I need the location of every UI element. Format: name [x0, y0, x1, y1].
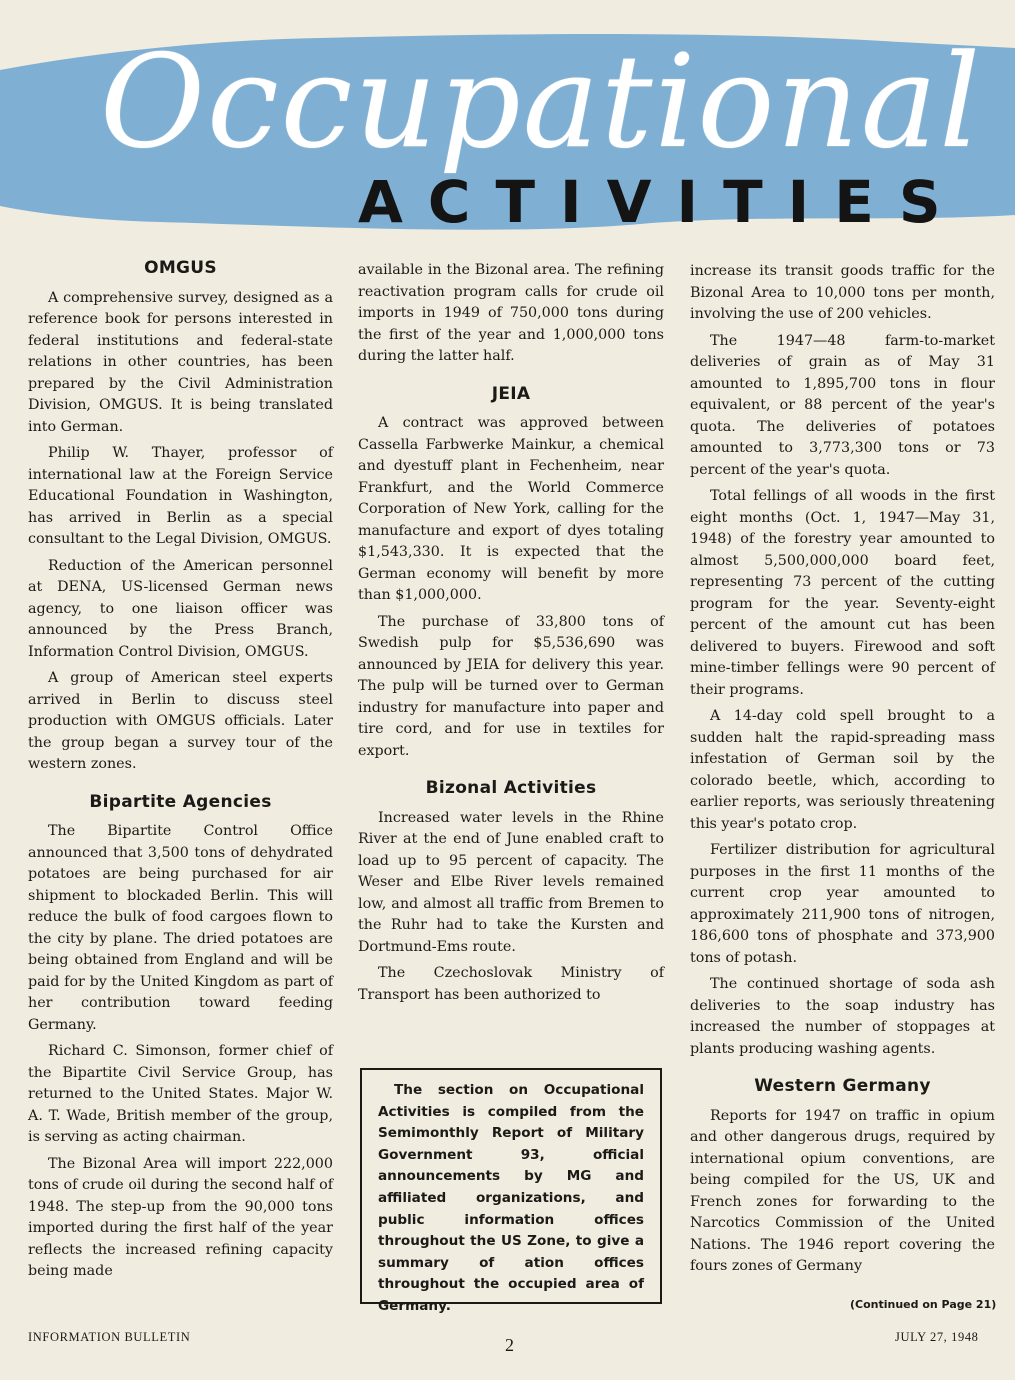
paragraph: The Bizonal Area will import 222,000 tons of crude oil during the second half of 1948. The step-up from the 90,000 tons imported during the first half of the year reflects the increased refining capacity being made	[28, 1155, 333, 1279]
banner-subtitle: ACTIVITIES	[358, 168, 966, 236]
banner-script-title: Occupational	[100, 28, 983, 177]
footer-publication: INFORMATION BULLETIN	[28, 1330, 191, 1344]
heading-jeia: JEIA	[491, 383, 531, 404]
column-1	[28, 258, 333, 1288]
paragraph: A group of American steel experts arrived in Berlin to discuss steel production with OMGUS officials. Later the group began a survey tour of the western zones.	[28, 670, 333, 772]
paragraph: A comprehensive survey, designed as a reference book for persons interested in federal institutions and federal-state relations in other countries, has been prepared by the Civil Administration Division, OMGUS. It is being translated into German.	[28, 289, 333, 435]
continued-note: (Continued on Page 21)	[850, 1298, 997, 1311]
heading-bizonal-activities: Bizonal Activities	[425, 778, 597, 798]
footer-date: JULY 27, 1948	[895, 1330, 979, 1344]
paragraph: increase its transit goods traffic for the Bizonal Area to 10,000 tons per month, involving the use of 200 vehicles.	[690, 263, 995, 322]
paragraph: A contract was approved between Cassella Farbwerke Mainkur, a chemical and dyestuff plant in Fechenheim, near Frankfurt, and the World Commerce Corporation of New York, calling for the manufacture and export of dyes totaling $1,543,330. It is expected that the German economy will benefit by more than $1,000,000.	[358, 415, 664, 603]
paragraph: Increased water levels in the Rhine River at the end of June enabled craft to load up to 95 percent of capacity. The Weser and Elbe River levels remained low, and almost all traffic from Bremen to the Ruhr had to take the Kursten and Dortmund-Ems route.	[358, 809, 664, 955]
header-banner	[0, 0, 1015, 260]
paragraph: A 14-day cold spell brought to a sudden halt the rapid-spreading mass infestation of German soil by the colorado beetle, which, according to earlier reports, was seriously threatening this year's potato crop.	[690, 708, 995, 832]
heading-bipartite-agencies: Bipartite Agencies	[89, 791, 272, 812]
footer-page-number: 2	[505, 1335, 515, 1355]
column-3	[690, 261, 995, 1283]
note-text: The section on Occupational Activities is compiled from the Semimonthly Report of Military Government 93, official announcements by MG and affiliated organizations, and public information offices throughout the US Zone, to give a summary of ation offices throughout the occupied area of Germany.	[378, 1082, 644, 1314]
editorial-note-box	[360, 1068, 662, 1314]
paragraph: Richard C. Simonson, former chief of the Bipartite Civil Service Group, has returned to the United States. Major W. A. T. Wade, British member of the group, is serving as acting chairman.	[28, 1043, 333, 1145]
paragraph: The Bipartite Control Office announced that 3,500 tons of dehydrated potatoes are being purchased for air shipment to blockaded Berlin. This will reduce the bulk of food cargoes flown to the city by plane. The dried potatoes are being obtained from England and will be paid for by the United Kingdom as part of her contribution toward feeding Germany.	[28, 823, 333, 1033]
heading-omgus: OMGUS	[144, 258, 217, 278]
paragraph: Fertilizer distribution for agricultural purposes in the first 11 months of the current crop year amounted to approximately 211,900 tons of nitrogen, 186,600 tons of phosphate and 373,900 tons of potash.	[690, 842, 995, 966]
paragraph: The Czechoslovak Ministry of Transport has been authorized to	[358, 965, 664, 1003]
paragraph: Philip W. Thayer, professor of international law at the Foreign Service Educational Foundation in Washington, has arrived in Berlin as a special consultant to the Legal Division, OMGUS.	[28, 445, 333, 547]
paragraph: Reduction of the American personnel at DENA, US-licensed German news agency, to one liaison officer was announced by the Press Branch, Information Control Division, OMGUS.	[28, 557, 333, 660]
paragraph: Reports for 1947 on traffic in opium and other dangerous drugs, required by international opium conventions, are being compiled for the US, UK and French zones for forwarding to the Narcotics Commission of the United Nations. The 1946 report covering the fours zones of Germany	[690, 1107, 995, 1274]
paragraph: The continued shortage of soda ash deliveries to the soap industry has increased the number of stoppages at plants producing washing agents.	[690, 976, 995, 1057]
paragraph: The 1947—48 farm-to-market deliveries of grain as of May 31 amounted to 1,895,700 tons in flour equivalent, or 88 percent of the year's quota. The deliveries of potatoes amounted to 3,773,300 tons or 73 percent of the year's quota.	[690, 332, 995, 478]
column-2	[358, 260, 664, 1011]
heading-western-germany: Western Germany	[754, 1076, 931, 1096]
paragraph: available in the Bizonal area. The refining reactivation program calls for crude oil imports in 1949 of 750,000 tons during the first of the year and 1,000,000 tons during the latter half.	[358, 262, 664, 364]
paragraph: Total fellings of all woods in the first eight months (Oct. 1, 1947—May 31, 1948) of the forestry year amounted to almost 5,500,000,000 board feet, representing 73 percent of the cutting program for the year. Seventy-eight percent of the amount cut has been delivered to buyers. Firewood and soft mine-timber fellings were 90 percent of their programs.	[690, 488, 995, 698]
paragraph: The purchase of 33,800 tons of Swedish pulp for $5,536,690 was announced by JEIA for delivery this year. The pulp will be turned over to German industry for manufacture into paper and tire cord, and for use in textiles for export.	[358, 613, 664, 759]
